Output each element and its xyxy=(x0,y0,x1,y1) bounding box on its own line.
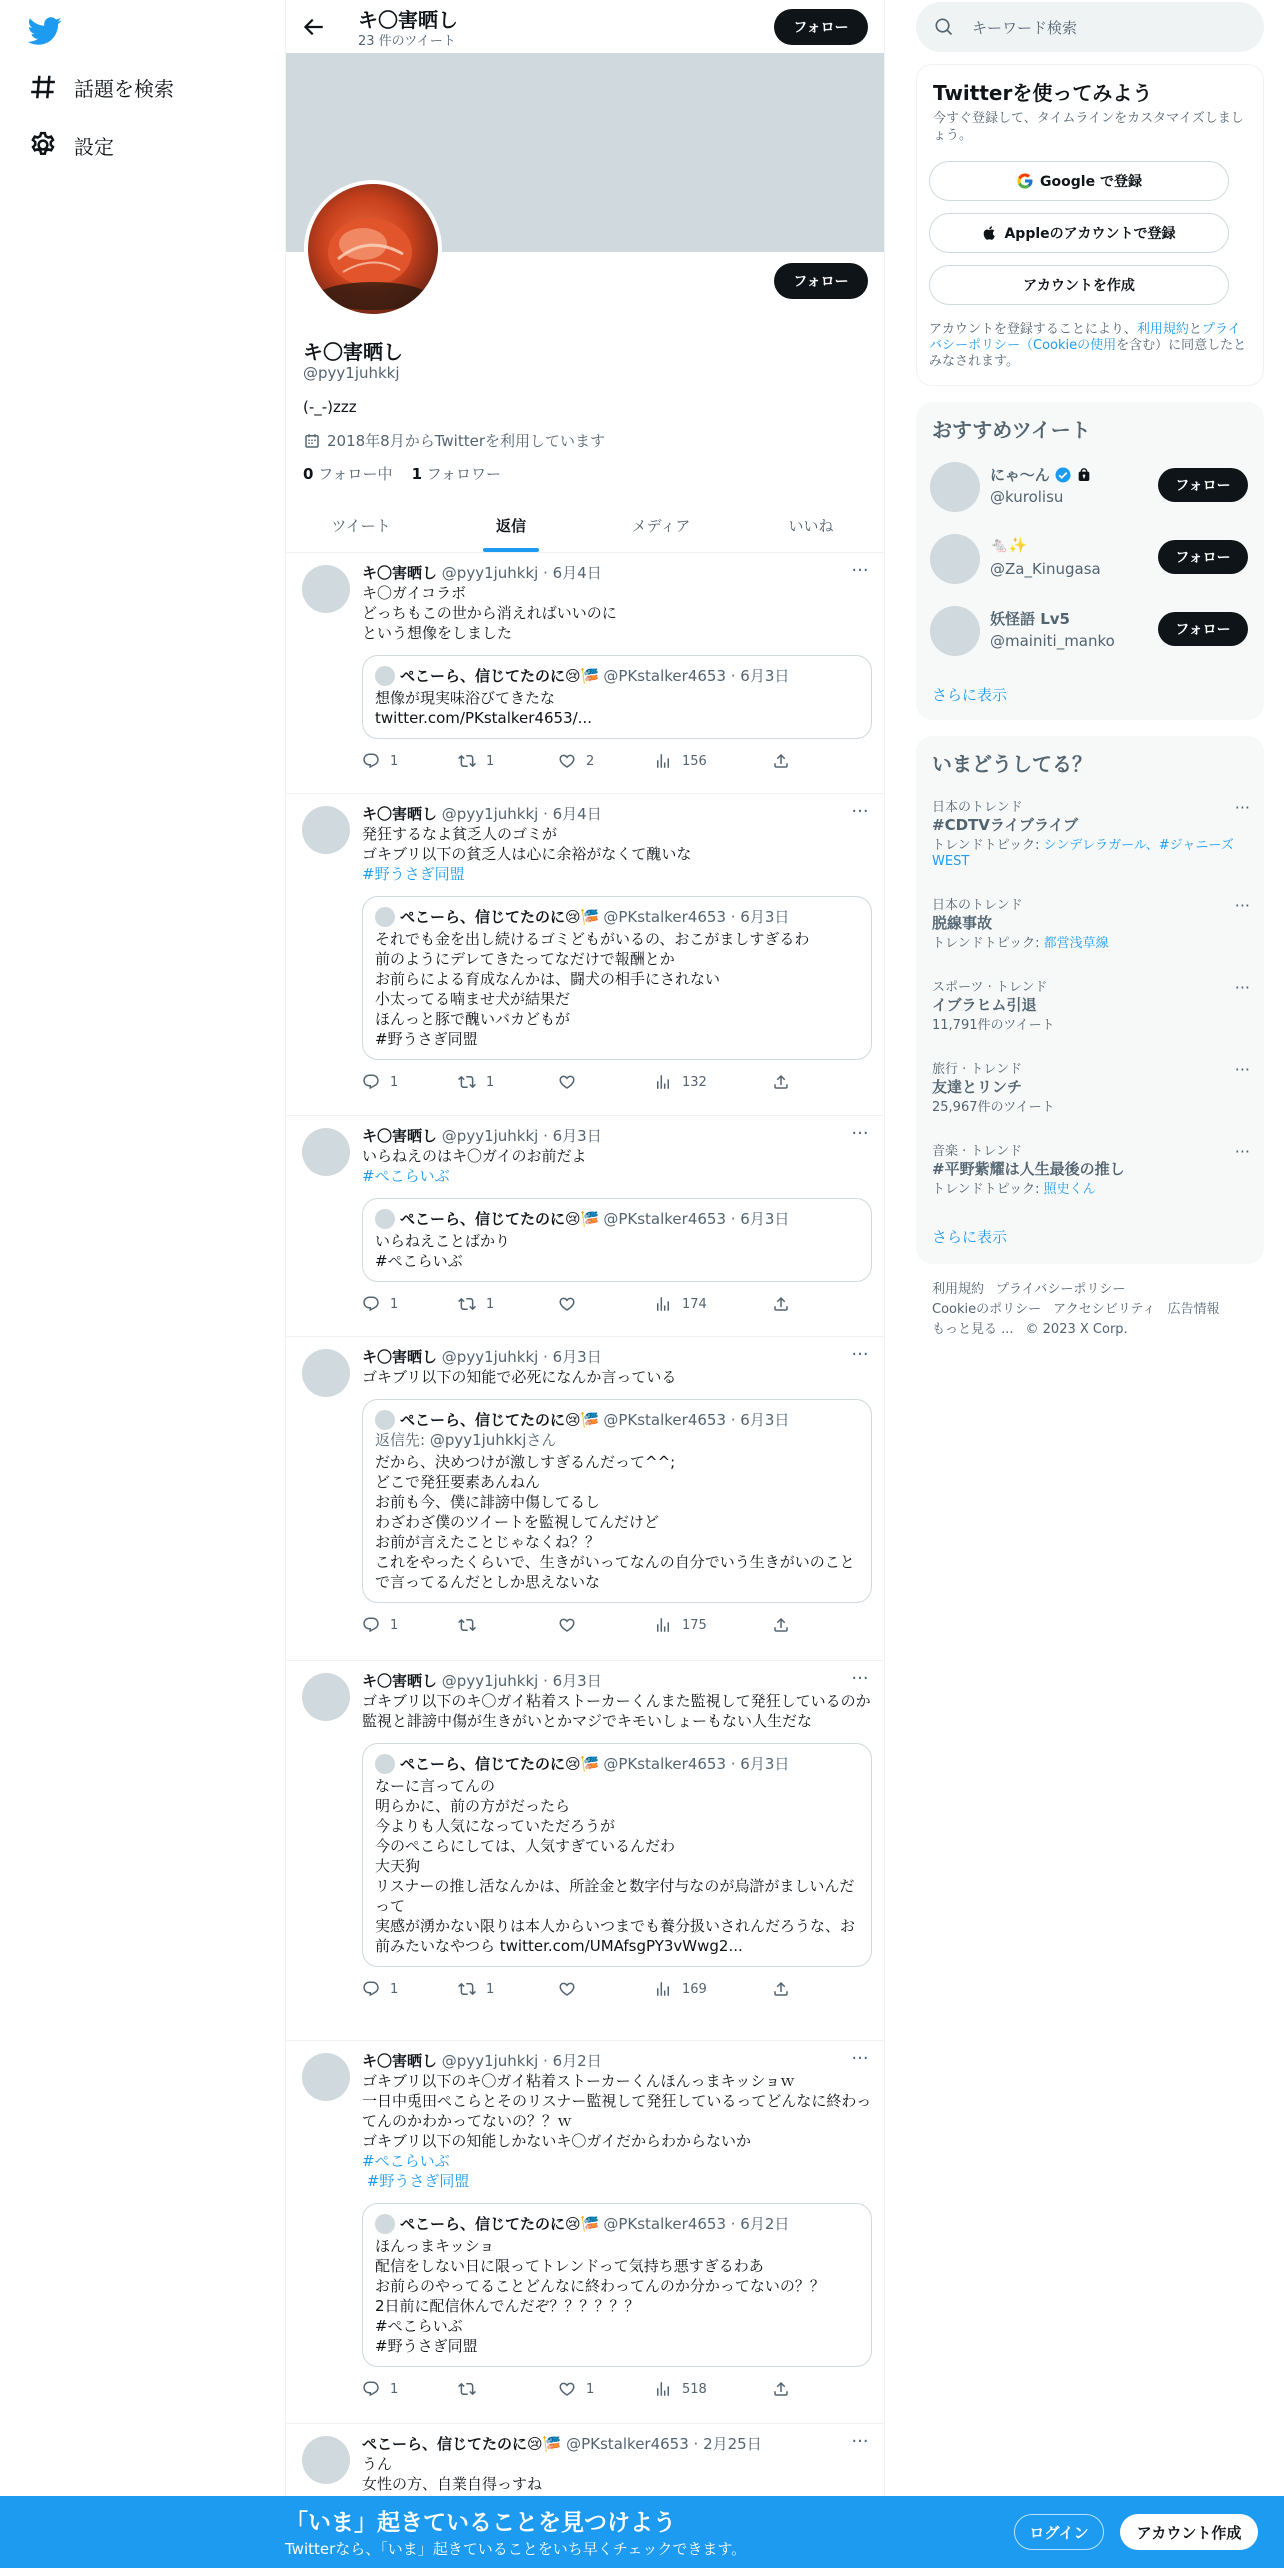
views-chart-icon xyxy=(654,2380,672,2398)
profile-avatar[interactable] xyxy=(304,180,442,318)
views-button[interactable] xyxy=(654,1980,772,1998)
header-tweet-count: 23 件のツイート xyxy=(358,34,456,49)
terms-mid: と xyxy=(1188,322,1202,337)
lock-icon xyxy=(1076,467,1092,483)
more-icon[interactable]: ··· xyxy=(851,1123,869,1144)
recommended-user-handle: @mainiti_manko xyxy=(990,632,1115,650)
more-icon[interactable]: ··· xyxy=(851,1668,869,1689)
reply-button[interactable] xyxy=(362,1980,458,1998)
search-placeholder: キーワード検索 xyxy=(972,19,1078,37)
trend-item[interactable] xyxy=(916,1140,1264,1210)
trend-category: 日本のトレンド xyxy=(932,800,1023,815)
follow-button[interactable]: フォロー xyxy=(1158,540,1248,574)
hashtag-link[interactable]: #野うさぎ同盟 xyxy=(362,865,465,883)
tweet-text: 発狂するなよ貧乏人のゴミが ゴキブリ以下の貧乏人は心に余裕がなくて醜いな xyxy=(362,825,692,863)
calendar-icon xyxy=(303,432,321,450)
quote-text: なーに言ってんの 明らかに、前の方がだったら 今よりも人気になっていただろうが 今のぺこらにしては、人気すぎているんだわ 大天狗 リスナーの推し活なんかは、所詮金と数字付与なのが烏滸がましいんだって 実感が湧かない限りは本人からいつまでも養分扱いされんだろうな、お前みたいなやつら twitter.com/UMAfsgPY3vWwg2... xyxy=(375,1777,856,1955)
quote-avatar xyxy=(375,666,395,686)
quote-author-name: ぺこーら、信じてたのに😢🎏 xyxy=(400,667,600,685)
trend-subtext: トレンドトピック: xyxy=(932,1182,1044,1197)
terms-prefix: アカウントを登録することにより、 xyxy=(929,322,1137,337)
trend-category: スポーツ · トレンド xyxy=(932,980,1048,995)
retweet-button[interactable] xyxy=(458,752,558,770)
trend-category: 日本のトレンド xyxy=(932,898,1023,913)
followers-link[interactable] xyxy=(412,465,501,483)
left-nav xyxy=(0,0,285,2568)
like-button[interactable] xyxy=(558,2380,654,2398)
quote-meta: @PKstalker4653 · 6月3日 xyxy=(603,908,790,926)
views-chart-icon xyxy=(654,752,672,770)
quote-meta: @PKstalker4653 · 6月3日 xyxy=(603,667,790,685)
trend-subtext: トレンドトピック: xyxy=(932,838,1044,853)
retweet-button[interactable] xyxy=(458,1073,558,1091)
trend-topic-links[interactable]: 都営浅草線 xyxy=(1043,936,1109,951)
profile-joined xyxy=(303,430,605,451)
quote-meta: @PKstalker4653 · 6月3日 xyxy=(603,1755,790,1773)
reply-icon xyxy=(362,1295,380,1313)
reply-button[interactable] xyxy=(362,2380,458,2398)
heart-icon xyxy=(558,1073,576,1091)
quote-author-name: ぺこーら、信じてたのに😢🎏 xyxy=(400,2215,600,2233)
tweet-author-name[interactable]: キ〇害晒し xyxy=(362,2052,438,2070)
recommended-user-name: 🐁✨ xyxy=(990,536,1028,554)
recommended-title: おすすめツイート xyxy=(932,418,1091,442)
trend-subtext: 11,791件のツイート xyxy=(932,1018,1055,1033)
retweet-count: 1 xyxy=(486,1981,495,1997)
like-button[interactable] xyxy=(558,1295,654,1313)
header-profile-name: キ〇害晒し xyxy=(358,8,458,32)
retweet-count: 1 xyxy=(486,1074,495,1090)
trend-item[interactable] xyxy=(916,976,1264,1046)
trend-topic-links[interactable]: 照史くん xyxy=(1043,1182,1096,1197)
nav-explore-label: 話題を検索 xyxy=(74,76,174,101)
more-icon[interactable]: ··· xyxy=(1234,978,1250,997)
profile-header-bar xyxy=(286,0,885,53)
trend-subtext: トレンドトピック: xyxy=(932,936,1044,951)
share-icon xyxy=(772,1295,790,1313)
footer-link[interactable]: Cookieのポリシー xyxy=(932,1302,1042,1317)
reply-count: 1 xyxy=(390,753,399,769)
quote-text: だから、決めつけが激しすぎるんだって^^; どこで発狂要素あんねん お前も今、僕に誹謗中傷してるし わざわざ僕のツイートを監視してんだけど お前が言えたことじゃなくね？？ これをやったくらいで、生きがいってなんの自分でいう生きがいのことで言ってるんだとしか思えないな xyxy=(375,1453,855,1591)
following-count: 0 xyxy=(303,465,314,483)
retweet-count: 1 xyxy=(486,753,495,769)
trend-subtext: 25,967件のツイート xyxy=(932,1100,1055,1115)
signup-subtitle: 今すぐ登録して、タイムラインをカスタマイズしましょう。 xyxy=(933,111,1244,143)
tweet-avatar[interactable] xyxy=(302,2053,350,2101)
tweet-meta: @PKstalker4653 · 2月25日 xyxy=(566,2435,762,2453)
views-button[interactable] xyxy=(654,752,772,770)
share-icon xyxy=(772,1980,790,1998)
reply-button[interactable] xyxy=(362,1616,458,1634)
profile-follow-button[interactable]: フォロー xyxy=(774,263,868,299)
quote-avatar xyxy=(375,907,395,927)
quote-author-name: ぺこーら、信じてたのに😢🎏 xyxy=(400,1411,600,1429)
trends-title: いまどうしてる？ xyxy=(932,752,1092,776)
trend-category: 音楽 · トレンド xyxy=(932,1144,1023,1159)
retweet-button[interactable] xyxy=(458,1295,558,1313)
trend-name: #CDTVライブライブ xyxy=(932,816,1079,834)
gear-icon xyxy=(28,130,58,160)
share-button[interactable] xyxy=(772,2380,812,2398)
footer-link[interactable]: アクセシビリティ xyxy=(1053,1302,1156,1317)
profile-bio: (-_-)zzz xyxy=(303,398,357,416)
more-icon[interactable]: ··· xyxy=(851,1344,869,1365)
more-icon[interactable]: ··· xyxy=(851,2048,869,2069)
heart-icon xyxy=(558,752,576,770)
reply-count: 1 xyxy=(390,1074,399,1090)
share-icon xyxy=(772,2380,790,2398)
trend-item[interactable] xyxy=(916,894,1264,964)
tweet-actions xyxy=(362,2379,872,2399)
avatar[interactable] xyxy=(930,534,980,584)
hashtag-link[interactable]: #ぺこらいぶ #野うさぎ同盟 xyxy=(362,2152,470,2190)
terms-suffix: を含む）に同意したとみなされます。 xyxy=(929,338,1247,369)
share-button[interactable] xyxy=(772,752,812,770)
google-signup-label: Google で登録 xyxy=(1040,174,1142,190)
google-signup-button[interactable] xyxy=(929,161,1229,201)
tweet-avatar[interactable] xyxy=(302,1349,350,1397)
quote-avatar xyxy=(375,2214,395,2234)
quote-text: ほんっまキッショ 配信をしない日に限ってトレンドって気持ち悪すぎるわあ お前らのやってることどんなに終わってんのか分かってないの？？ 2日前に配信休んでんだぞ？？？？？？ #ぺこらいぶ #野うさぎ同盟 xyxy=(375,2237,825,2355)
following-label: フォロー中 xyxy=(318,465,393,483)
signup-title: Twitterを使ってみよう xyxy=(933,81,1153,105)
retweet-button[interactable] xyxy=(458,1980,558,1998)
share-button[interactable] xyxy=(772,1980,812,1998)
share-button[interactable] xyxy=(772,1073,812,1091)
tweet-avatar[interactable] xyxy=(302,1673,350,1721)
nav-settings[interactable] xyxy=(28,125,114,165)
google-icon xyxy=(1016,172,1034,190)
tweet-author-name[interactable]: キ〇害晒し xyxy=(362,1127,438,1145)
trend-name: イブラヒム引退 xyxy=(932,996,1037,1014)
view-count: 174 xyxy=(682,1296,707,1312)
tweet[interactable] xyxy=(286,1116,885,1337)
retweet-icon xyxy=(458,1073,476,1091)
retweet-icon xyxy=(458,2380,476,2398)
avatar[interactable] xyxy=(930,606,980,656)
recommended-card xyxy=(916,402,1264,720)
retweet-icon xyxy=(458,1295,476,1313)
more-icon[interactable]: ··· xyxy=(1234,1060,1250,1079)
reply-icon xyxy=(362,1073,380,1091)
footer-link[interactable]: プライバシーポリシー xyxy=(996,1282,1126,1297)
reply-button[interactable] xyxy=(362,1073,458,1091)
trend-name: 友達とリンチ xyxy=(932,1078,1023,1096)
share-button[interactable] xyxy=(772,1295,812,1313)
tweet-meta: @pyy1juhkkj · 6月3日 xyxy=(441,1672,602,1690)
followers-count: 1 xyxy=(411,465,422,483)
nav-explore[interactable] xyxy=(28,67,174,107)
quote-meta: @PKstalker4653 · 6月3日 xyxy=(603,1210,790,1228)
quote-author-name: ぺこーら、信じてたのに😢🎏 xyxy=(400,1210,600,1228)
reply-icon xyxy=(362,1616,380,1634)
tweet-avatar[interactable] xyxy=(302,1128,350,1176)
apple-signup-button[interactable] xyxy=(929,213,1229,253)
tweet-avatar[interactable] xyxy=(302,806,350,854)
tweet-avatar[interactable] xyxy=(302,2436,350,2484)
heart-icon xyxy=(558,1295,576,1313)
tweet-text: ゴキブリ以下の知能で必死になんか言っている xyxy=(362,1368,677,1386)
tweet-text: ゴキブリ以下のキ〇ガイ粘着ストーカーくんほんっまキッショｗ 一日中兎田ぺこらとそのリスナー監視して発狂しているってどんなに終わってんのかわかってないの？？ｗ ゴキブリ以下の知能しかないキ〇ガイだからわからないか xyxy=(362,2072,872,2150)
views-chart-icon xyxy=(654,1295,672,1313)
reply-count: 1 xyxy=(390,1981,399,1997)
tweet-actions xyxy=(362,1615,872,1635)
trend-category: 旅行 · トレンド xyxy=(932,1062,1023,1077)
tab-likes[interactable]: いいね xyxy=(788,517,834,535)
back-arrow-icon[interactable] xyxy=(300,14,326,40)
copyright: © 2023 X Corp. xyxy=(1025,1322,1128,1337)
tweet-meta: @pyy1juhkkj · 6月2日 xyxy=(441,2052,602,2070)
quote-avatar xyxy=(375,1209,395,1229)
tweet[interactable] xyxy=(286,553,885,794)
retweet-count: 1 xyxy=(486,1296,495,1312)
tweet-actions xyxy=(362,1979,872,1999)
recommended-user-name: 妖怪語 Lv5 xyxy=(990,610,1070,628)
tweet-meta: @pyy1juhkkj · 6月4日 xyxy=(441,805,602,823)
tab-replies[interactable]: 返信 xyxy=(436,500,586,552)
signup-card xyxy=(916,64,1264,386)
footer-links xyxy=(932,1280,1252,1340)
nav-settings-label: 設定 xyxy=(74,134,114,159)
avatar[interactable] xyxy=(930,462,980,512)
login-button[interactable]: ログイン xyxy=(1014,2514,1104,2550)
tab-media[interactable]: メディア xyxy=(631,517,691,535)
recommended-show-more-link[interactable]: さらに表示 xyxy=(932,686,1008,704)
quote-avatar xyxy=(375,1410,395,1430)
heart-icon xyxy=(558,2380,576,2398)
reply-count: 1 xyxy=(390,2381,399,2397)
privacy-link[interactable]: プライバシーポリシー（Cookieの使用 xyxy=(929,322,1241,353)
search-icon xyxy=(934,17,954,37)
heart-icon xyxy=(558,1616,576,1634)
quoted-tweet[interactable] xyxy=(362,1198,872,1282)
retweet-button[interactable] xyxy=(458,2380,558,2398)
trend-item[interactable] xyxy=(916,1058,1264,1128)
tweet[interactable] xyxy=(286,1661,885,2041)
trends-show-more-link[interactable]: さらに表示 xyxy=(932,1228,1008,1246)
more-icon[interactable]: ··· xyxy=(851,801,869,822)
tweet-actions xyxy=(362,1072,872,1092)
quote-author-name: ぺこーら、信じてたのに😢🎏 xyxy=(400,1755,600,1773)
footer-link[interactable]: 利用規約 xyxy=(932,1282,985,1297)
trend-name: #平野紫耀は人生最後の推し xyxy=(932,1160,1125,1178)
avatar-meat-image xyxy=(308,184,438,314)
like-button[interactable] xyxy=(558,752,654,770)
hashtag-link[interactable]: #ぺこらいぶ xyxy=(362,1167,450,1185)
trend-topic-links[interactable]: シンデレラガール、#ジャニーズWEST xyxy=(932,838,1234,869)
apple-icon xyxy=(982,224,998,242)
tweet-meta: @pyy1juhkkj · 6月4日 xyxy=(441,564,602,582)
tweet-text: うん 女性の方、自業自得っすね xyxy=(362,2455,543,2493)
quote-reply-to: 返信先: @pyy1juhkkjさん xyxy=(375,1431,557,1449)
quote-text: それでも金を出し続けるゴミどもがいるの、おこがましすぎるわ 前のようにデレてきたってなだけで報酬とか お前らによる育成なんかは、闘犬の相手にされない 小太ってる喃ませ犬が結果だ ほんっと豚で醜いバカどもが #野うさぎ同盟 xyxy=(375,930,810,1048)
views-button[interactable] xyxy=(654,1295,772,1313)
like-count: 2 xyxy=(586,753,595,769)
apple-signup-label: Appleのアカウントで登録 xyxy=(1004,226,1176,242)
profile-name: キ〇害晒し xyxy=(303,340,403,364)
quote-avatar xyxy=(375,1754,395,1774)
reply-icon xyxy=(362,1980,380,1998)
reply-icon xyxy=(362,2380,380,2398)
tweet-author-name[interactable]: ぺこーら、信じてたのに😢🎏 xyxy=(362,2435,562,2453)
more-icon[interactable]: ··· xyxy=(851,2431,869,2452)
view-count: 169 xyxy=(682,1981,707,1997)
followers-label: フォロワー xyxy=(426,465,502,483)
quote-text: いらねえことばかり #ぺこらいぶ xyxy=(375,1232,511,1270)
reply-count: 1 xyxy=(390,1617,399,1633)
retweet-icon xyxy=(458,1980,476,1998)
tweet[interactable] xyxy=(286,2041,885,2424)
quote-meta: @PKstalker4653 · 6月2日 xyxy=(603,2215,790,2233)
trend-name: 脱線事故 xyxy=(932,914,993,932)
retweet-icon xyxy=(458,752,476,770)
views-button[interactable] xyxy=(654,2380,772,2398)
tweet-author-name[interactable]: キ〇害晒し xyxy=(362,564,438,582)
profile-tabs xyxy=(286,500,885,553)
share-icon xyxy=(772,1616,790,1634)
main-column xyxy=(285,0,885,2568)
recommended-user-name: にゃ～ん xyxy=(990,466,1050,484)
views-chart-icon xyxy=(654,1980,672,1998)
like-button[interactable] xyxy=(558,1980,654,1998)
tweet-text: ゴキブリ以下のキ〇ガイ粘着ストーカーくんまた監視して発狂しているのか 監視と誹謗中傷が生きがいとかマジでキモいしょーもない人生だな xyxy=(362,1692,871,1730)
tweet-text: キ〇ガイコラボ どっちもこの世から消えればいいのに という想像をしました xyxy=(362,584,617,642)
heart-icon xyxy=(558,1980,576,1998)
follow-button[interactable]: フォロー xyxy=(1158,612,1248,646)
search-input[interactable] xyxy=(916,2,1264,52)
terms-link[interactable]: 利用規約 xyxy=(1136,322,1189,337)
create-account-button[interactable]: アカウントを作成 xyxy=(929,265,1229,305)
quoted-tweet[interactable] xyxy=(362,1743,872,1967)
quote-meta: @PKstalker4653 · 6月3日 xyxy=(603,1411,790,1429)
like-button[interactable] xyxy=(558,1616,654,1634)
bottom-signup-bar xyxy=(0,2496,1284,2568)
verified-badge-icon xyxy=(1054,466,1072,484)
reply-count: 1 xyxy=(390,1296,399,1312)
bottom-bar-subtitle: Twitterなら、「いま」起きていることをいち早くチェックできます。 xyxy=(285,2540,747,2558)
like-button[interactable] xyxy=(558,1073,654,1091)
view-count: 175 xyxy=(682,1617,707,1633)
quote-text: 想像が現実味浴びてきたな twitter.com/PKstalker4653/... xyxy=(375,689,592,727)
following-link[interactable] xyxy=(303,465,392,483)
trends-card xyxy=(916,736,1264,1264)
tweet-actions xyxy=(362,751,872,771)
quoted-tweet[interactable] xyxy=(362,896,872,1060)
like-count: 1 xyxy=(586,2381,595,2397)
reply-button[interactable] xyxy=(362,1295,458,1313)
view-count: 132 xyxy=(682,1074,707,1090)
tweet-avatar[interactable] xyxy=(302,565,350,613)
more-icon[interactable]: ··· xyxy=(1234,896,1250,915)
views-button[interactable] xyxy=(654,1616,772,1634)
quoted-tweet[interactable] xyxy=(362,655,872,739)
share-icon xyxy=(772,1073,790,1091)
tweet-author-name[interactable]: キ〇害晒し xyxy=(362,805,438,823)
tweet-meta: @pyy1juhkkj · 6月3日 xyxy=(441,1127,602,1145)
footer-link[interactable]: もっと見る ... xyxy=(932,1322,1014,1337)
reply-button[interactable] xyxy=(362,752,458,770)
tweet[interactable] xyxy=(286,794,885,1116)
recommended-user[interactable] xyxy=(916,524,1264,596)
signup-button[interactable]: アカウント作成 xyxy=(1120,2514,1258,2550)
views-chart-icon xyxy=(654,1073,672,1091)
tweet-author-name[interactable]: キ〇害晒し xyxy=(362,1348,438,1366)
views-chart-icon xyxy=(654,1616,672,1634)
follow-button[interactable]: フォロー xyxy=(1158,468,1248,502)
recommended-user-handle: @Za_Kinugasa xyxy=(990,560,1101,578)
tweet-meta: @pyy1juhkkj · 6月3日 xyxy=(441,1348,602,1366)
header-follow-button[interactable]: フォロー xyxy=(774,9,868,45)
views-button[interactable] xyxy=(654,1073,772,1091)
quoted-tweet[interactable] xyxy=(362,2203,872,2367)
quoted-tweet[interactable] xyxy=(362,1399,872,1603)
tweet-author-name[interactable]: キ〇害晒し xyxy=(362,1672,438,1690)
share-icon xyxy=(772,752,790,770)
retweet-button[interactable] xyxy=(458,1616,558,1634)
more-icon[interactable]: ··· xyxy=(1234,1142,1250,1161)
signup-terms xyxy=(929,322,1251,370)
profile-joined-text: 2018年8月からTwitterを利用しています xyxy=(327,432,605,450)
bottom-bar-title: 「いま」起きていることを見つけよう xyxy=(285,2510,676,2536)
reply-icon xyxy=(362,752,380,770)
twitter-logo-icon[interactable] xyxy=(28,14,62,48)
quote-author-name: ぺこーら、信じてたのに😢🎏 xyxy=(400,908,600,926)
view-count: 518 xyxy=(682,2381,707,2397)
retweet-icon xyxy=(458,1616,476,1634)
share-button[interactable] xyxy=(772,1616,812,1634)
tab-tweets[interactable]: ツイート xyxy=(331,517,391,535)
footer-link[interactable]: 広告情報 xyxy=(1167,1302,1220,1317)
profile-follow-counts xyxy=(303,463,501,484)
tweet-text: いらねえのはキ〇ガイのお前だよ xyxy=(362,1147,587,1165)
more-icon[interactable]: ··· xyxy=(851,560,869,581)
tweet-actions xyxy=(362,1294,872,1314)
recommended-user-handle: @kurolisu xyxy=(990,488,1064,506)
more-icon[interactable]: ··· xyxy=(1234,798,1250,817)
recommended-user[interactable] xyxy=(916,596,1264,668)
recommended-user[interactable] xyxy=(916,452,1264,524)
trend-item[interactable] xyxy=(916,796,1264,876)
hashtag-icon xyxy=(28,72,58,102)
tweet[interactable] xyxy=(286,1337,885,1661)
profile-handle: @pyy1juhkkj xyxy=(303,364,400,382)
view-count: 156 xyxy=(682,753,707,769)
